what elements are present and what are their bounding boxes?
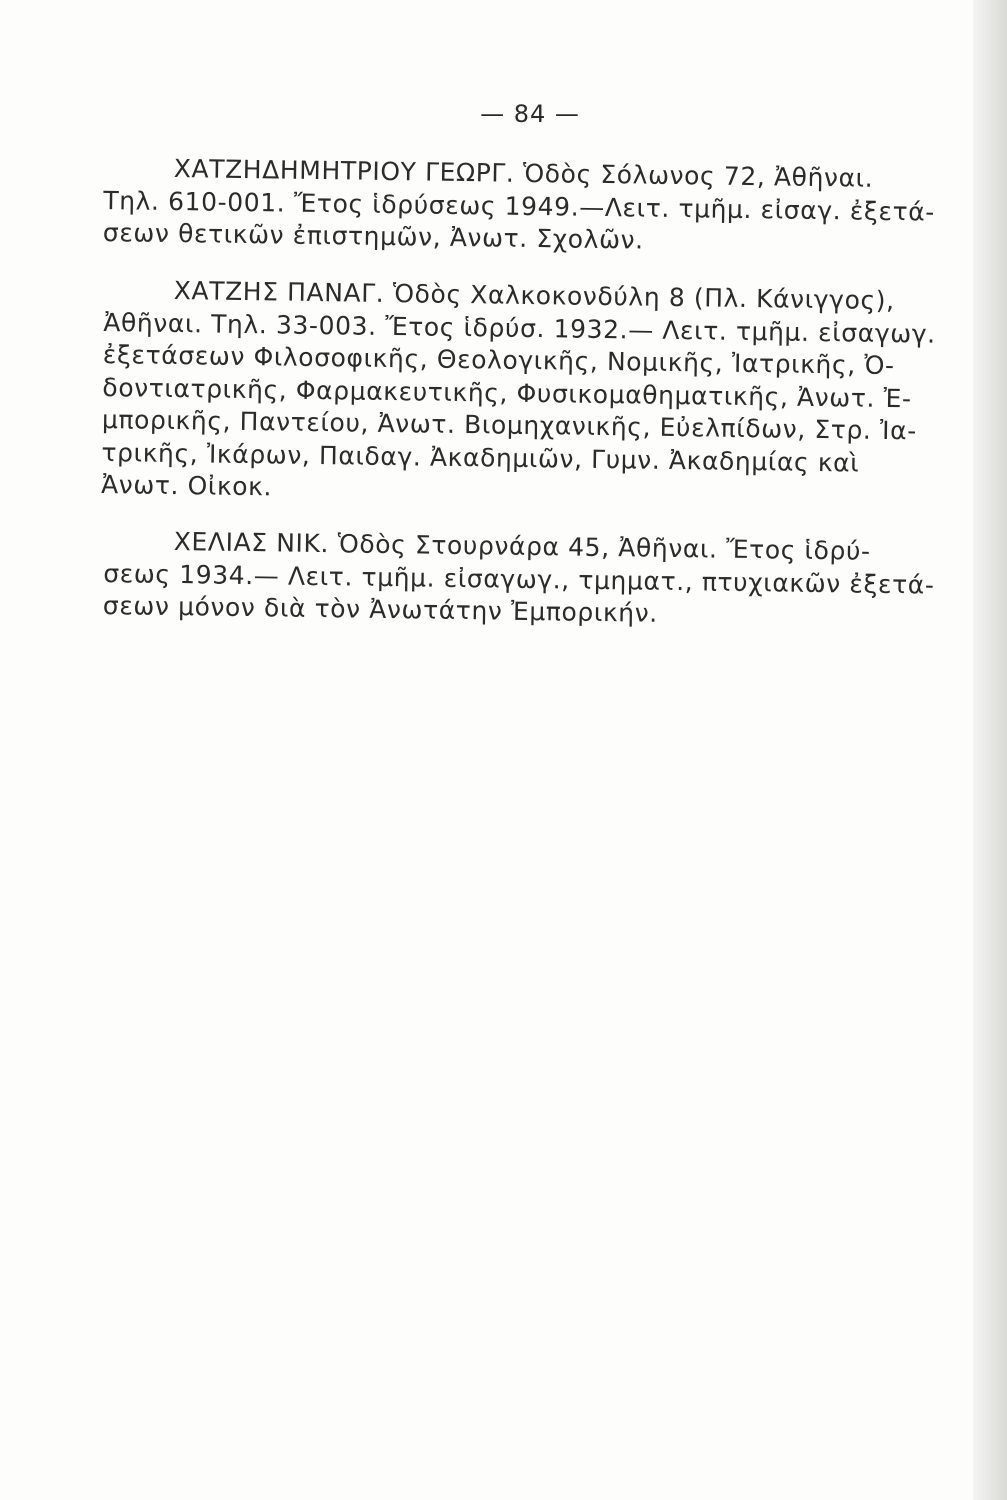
- entry-chelias: [103, 525, 964, 634]
- entry-line: Τηλ. 610-001. Ἔτος ἱδρύσεως 1949.—Λειτ. τμῆμ. εἰσαγ. ἐξετά-: [103, 185, 936, 227]
- entry-line: Ἀνωτ. Οἰκοκ.: [100, 469, 273, 501]
- page-number: — 84 —: [480, 100, 580, 128]
- entry-line: ΧΑΤΖΗΔΗΜΗΤΡΙΟΥ ΓΕΩΡΓ. Ὁδὸς Σόλωνος 72, Ἀθῆναι.: [173, 153, 874, 193]
- entry-line: ἐξετάσεων Φιλοσοφικῆς, Θεολογικῆς, Νομικῆς, Ἰατρικῆς, Ὀ-: [102, 339, 895, 380]
- page-edge-shadow: [973, 0, 1007, 1500]
- entry-line: τρικῆς, Ἰκάρων, Παιδαγ. Ἀκαδημιῶν, Γυμν. Ἀκαδημίας καὶ: [101, 436, 860, 477]
- entry-chatzis: [101, 274, 964, 513]
- entry-line: μπορικῆς, Παντείου, Ἀνωτ. Βιομηχανικῆς, Εὐελπίδων, Στρ. Ἰα-: [101, 404, 918, 445]
- entry-list: [100, 152, 964, 647]
- entry-line: Ἀθῆναι. Τηλ. 33-003. Ἔτος ἱδρύσ. 1932.— Λειτ. τμῆμ. εἰσαγωγ.: [103, 306, 936, 348]
- entry-line: ΧΑΤΖΗΣ ΠΑΝΑΓ. Ὁδὸς Χαλκοκονδύλη 8 (Πλ. Κάνιγγος),: [173, 275, 895, 315]
- entry-line: δοντιατρικῆς, Φαρμακευτικῆς, Φυσικομαθηματικῆς, Ἀνωτ. Ἐ-: [102, 371, 912, 413]
- entry-chatzidimitriou: [103, 152, 964, 261]
- entry-line: σεων μόνον διὰ τὸν Ἀνωτάτην Ἐμπορικήν.: [102, 590, 659, 628]
- entry-line: σεως 1934.— Λειτ. τμῆμ. εἰσαγωγ., τμηματ., πτυχιακῶν ἐξετά-: [103, 558, 935, 600]
- entry-line: σεων θετικῶν ἐπιστημῶν, Ἀνωτ. Σχολῶν.: [102, 217, 644, 255]
- entry-line: ΧΕΛΙΑΣ ΝΙΚ. Ὁδὸς Στουρνάρα 45, Ἀθῆναι. Ἔτος ἱδρύ-: [173, 526, 871, 566]
